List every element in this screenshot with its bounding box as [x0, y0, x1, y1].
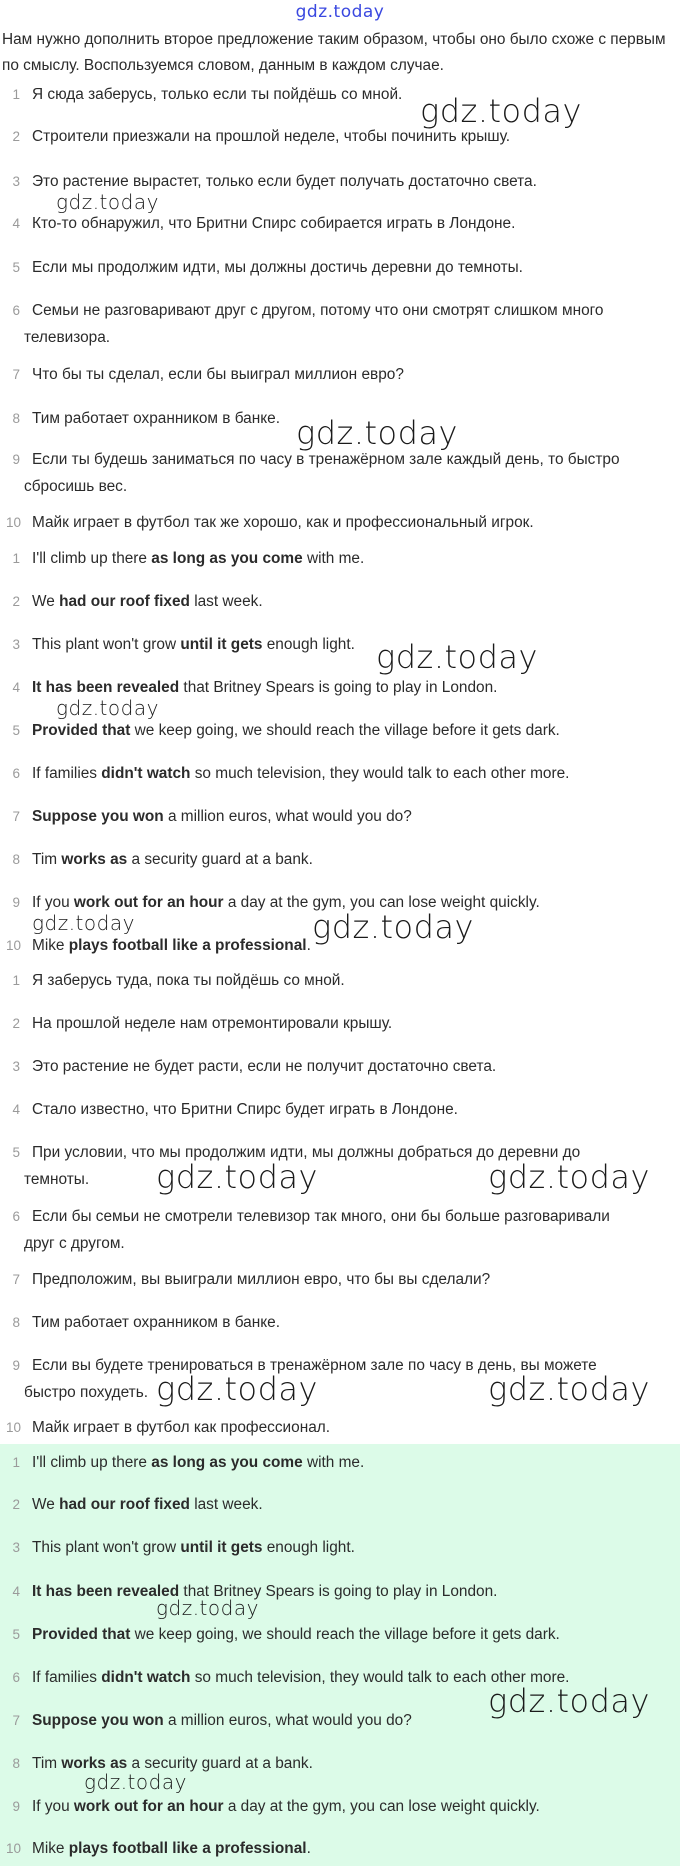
- item-number: 4: [12, 216, 20, 231]
- answer-suffix: .: [306, 1840, 311, 1857]
- answer-prefix: Mike: [32, 937, 69, 954]
- watermark: gdz.today: [488, 1682, 650, 1720]
- item-number: 9: [12, 895, 20, 910]
- answer-key-phrase: It has been revealed: [32, 1583, 180, 1600]
- item-text: На прошлой неделе нам отремонтировали крышу.: [32, 1015, 393, 1032]
- list-item: [0, 168, 672, 195]
- answer-prefix: Tim: [32, 1755, 62, 1772]
- item-number: 9: [12, 1358, 20, 1373]
- item-number: 7: [12, 367, 20, 382]
- list-item: [0, 1139, 672, 1193]
- answer-suffix: enough light.: [262, 636, 355, 653]
- item-text: Строители приезжали на прошлой неделе, чтобы починить крышу.: [32, 128, 511, 145]
- answer-suffix: so much television, they would talk to each other more.: [190, 1669, 570, 1686]
- list-item: [0, 1534, 672, 1561]
- list-item: [0, 1750, 672, 1777]
- list-item: [0, 1203, 672, 1257]
- answer-key-phrase: plays football like a professional: [68, 937, 307, 954]
- answer-suffix: we keep going, we should reach the village before it gets dark.: [130, 1626, 560, 1643]
- item-number: 1: [12, 973, 20, 988]
- answer-prefix: Tim: [32, 851, 62, 868]
- answer-key-phrase: as long as you come: [151, 550, 303, 567]
- answer-key-phrase: until it gets: [180, 1539, 263, 1556]
- list-item: [0, 1578, 672, 1605]
- list-item: [0, 889, 672, 916]
- item-text: Я сюда заберусь, только если ты пойдёшь со мной.: [32, 86, 403, 103]
- watermark: gdz.today: [56, 696, 159, 720]
- list-item: [0, 1352, 672, 1406]
- answer-prefix: We: [32, 593, 60, 610]
- answer-suffix: so much television, they would talk to each other more.: [190, 765, 570, 782]
- item-number: 7: [12, 1272, 20, 1287]
- watermark: gdz.today: [296, 414, 458, 452]
- answer-prefix: If you: [32, 894, 74, 911]
- item-text: Я заберусь туда, пока ты пойдёшь со мной.: [32, 972, 345, 989]
- answer-prefix: This plant won't grow: [32, 636, 181, 653]
- answer-suffix: last week.: [189, 593, 263, 610]
- item-text-continued: сбросишь вес.: [24, 478, 128, 495]
- item-text-continued: друг с другом.: [24, 1235, 125, 1252]
- list-item: [0, 1449, 672, 1476]
- answer-prefix: If families: [32, 765, 102, 782]
- answer-suffix: a day at the gym, you can lose weight quickly.: [223, 894, 540, 911]
- list-item: [0, 210, 672, 237]
- answer-suffix: enough light.: [262, 1539, 355, 1556]
- item-text: Это растение не будет расти, если не получит достаточно света.: [32, 1058, 497, 1075]
- list-item: [0, 81, 672, 108]
- list-item: [0, 674, 672, 701]
- item-number: 6: [12, 1209, 20, 1224]
- watermark: gdz.today: [156, 1596, 259, 1620]
- answer-suffix: .: [306, 937, 311, 954]
- list-item: [0, 760, 672, 787]
- item-number: 9: [12, 452, 20, 467]
- item-number: 7: [12, 1713, 20, 1728]
- watermark: gdz.today: [56, 190, 159, 214]
- list-item: [0, 405, 672, 432]
- answer-suffix: that Britney Spears is going to play in London.: [179, 1583, 498, 1600]
- site-logo[interactable]: gdz.today: [295, 2, 385, 22]
- list-item: [0, 588, 672, 615]
- item-number: 1: [12, 551, 20, 566]
- item-text-continued: темноты.: [24, 1171, 90, 1188]
- item-number: 8: [12, 411, 20, 426]
- item-text: Если мы продолжим идти, мы должны достичь деревни до темноты.: [32, 259, 523, 276]
- item-number: 1: [12, 1455, 20, 1470]
- list-item: [0, 509, 672, 536]
- answer-key-phrase: had our roof fixed: [59, 1496, 190, 1513]
- list-item: [0, 254, 672, 281]
- watermark: gdz.today: [156, 1158, 318, 1196]
- item-number: 2: [12, 1016, 20, 1031]
- item-text: Тим работает охранником в банке.: [32, 410, 280, 427]
- item-number: 5: [12, 723, 20, 738]
- answer-key-phrase: as long as you come: [151, 1454, 303, 1471]
- watermark: gdz.today: [84, 1770, 187, 1794]
- answer-suffix: with me.: [302, 1454, 365, 1471]
- answer-key-phrase: Provided that: [32, 722, 131, 739]
- item-text: Если вы будете тренироваться в тренажёрном зале по часу в день, вы можете: [32, 1357, 597, 1374]
- answer-key-phrase: It has been revealed: [32, 679, 180, 696]
- answer-prefix: If families: [32, 1669, 102, 1686]
- list-item: [0, 1621, 672, 1648]
- answer-suffix: a million euros, what would you do?: [163, 808, 412, 825]
- item-number: 10: [6, 1841, 22, 1856]
- list-item: [0, 1664, 672, 1691]
- item-text: Это растение вырастет, только если будет получать достаточно света.: [32, 173, 537, 190]
- watermark: gdz.today: [156, 1370, 318, 1408]
- item-number: 4: [12, 680, 20, 695]
- list-item: [0, 123, 672, 150]
- list-item: [0, 297, 672, 351]
- answer-suffix: last week.: [189, 1496, 263, 1513]
- item-text: Предположим, вы выиграли миллион евро, что бы вы сделали?: [32, 1271, 491, 1288]
- item-text: Кто-то обнаружил, что Бритни Спирс собирается играть в Лондоне.: [32, 215, 516, 232]
- item-number: 6: [12, 766, 20, 781]
- item-number: 10: [6, 515, 22, 530]
- watermark: gdz.today: [32, 911, 135, 935]
- item-text-continued: быстро похудеть.: [24, 1384, 148, 1401]
- answer-suffix: a day at the gym, you can lose weight quickly.: [223, 1798, 540, 1815]
- watermark: gdz.today: [420, 92, 582, 130]
- answer-prefix: Mike: [32, 1840, 69, 1857]
- list-item: [0, 967, 672, 994]
- answer-prefix: We: [32, 1496, 60, 1513]
- item-number: 8: [12, 852, 20, 867]
- answer-prefix: If you: [32, 1798, 74, 1815]
- item-number: 1: [12, 87, 20, 102]
- item-number: 2: [12, 129, 20, 144]
- item-number: 3: [12, 174, 20, 189]
- item-text: Майк играет в футбол так же хорошо, как и профессиональный игрок.: [32, 514, 534, 531]
- list-item: [0, 932, 672, 959]
- list-item: [0, 846, 672, 873]
- item-number: 7: [12, 809, 20, 824]
- list-item: [0, 361, 672, 388]
- item-number: 8: [12, 1315, 20, 1330]
- list-item: [0, 631, 672, 658]
- item-text: Майк играет в футбол как профессионал.: [32, 1419, 331, 1436]
- item-text: Семьи не разговаривают друг с другом, потому что они смотрят слишком много: [32, 302, 604, 319]
- item-number: 8: [12, 1756, 20, 1771]
- answer-key-phrase: had our roof fixed: [59, 593, 190, 610]
- answer-prefix: I'll climb up there: [32, 550, 152, 567]
- answer-key-phrase: plays football like a professional: [68, 1840, 307, 1857]
- watermark: gdz.today: [488, 1370, 650, 1408]
- list-item: [0, 446, 672, 500]
- item-number: 2: [12, 1497, 20, 1512]
- answer-key-phrase: didn't watch: [101, 1669, 191, 1686]
- answer-prefix: I'll climb up there: [32, 1454, 152, 1471]
- answer-key-phrase: work out for an hour: [73, 1798, 224, 1815]
- item-number: 4: [12, 1102, 20, 1117]
- answer-key-phrase: works as: [61, 1755, 128, 1772]
- intro-text: Нам нужно дополнить второе предложение таким образом, чтобы оно было схоже с первым по смыслу. Воспользуемся словом, данным в каждом случае.: [2, 31, 666, 74]
- item-text: Если ты будешь заниматься по часу в тренажёрном зале каждый день, то быстро: [32, 451, 620, 468]
- answer-suffix: a million euros, what would you do?: [163, 1712, 412, 1729]
- list-item: [0, 1266, 672, 1293]
- item-number: 9: [12, 1799, 20, 1814]
- watermark: gdz.today: [376, 638, 538, 676]
- answer-suffix: we keep going, we should reach the village before it gets dark.: [130, 722, 560, 739]
- answer-key-phrase: Suppose you won: [32, 808, 164, 825]
- list-item: [0, 1010, 672, 1037]
- list-item: [0, 1491, 672, 1518]
- answer-suffix: a security guard at a bank.: [127, 851, 313, 868]
- item-number: 6: [12, 303, 20, 318]
- list-item: [0, 1096, 672, 1123]
- list-item: [0, 1053, 672, 1080]
- watermark: gdz.today: [488, 1158, 650, 1196]
- list-item: [0, 1414, 672, 1441]
- list-item: [0, 803, 672, 830]
- list-item: [0, 717, 672, 744]
- item-number: 10: [6, 938, 22, 953]
- item-text: Тим работает охранником в банке.: [32, 1314, 280, 1331]
- item-number: 5: [12, 1145, 20, 1160]
- item-number: 6: [12, 1670, 20, 1685]
- answer-key-phrase: Provided that: [32, 1626, 131, 1643]
- item-number: 5: [12, 260, 20, 275]
- list-item: [0, 545, 672, 572]
- answer-key-phrase: works as: [61, 851, 128, 868]
- answer-key-phrase: until it gets: [180, 636, 263, 653]
- watermark: gdz.today: [312, 908, 474, 946]
- answer-suffix: a security guard at a bank.: [127, 1755, 313, 1772]
- item-number: 3: [12, 1059, 20, 1074]
- item-number: 3: [12, 1540, 20, 1555]
- item-text: Что бы ты сделал, если бы выиграл миллион евро?: [32, 366, 404, 383]
- item-number: 4: [12, 1584, 20, 1599]
- item-text: Если бы семьи не смотрели телевизор так много, они бы больше разговаривали: [32, 1208, 610, 1225]
- item-number: 2: [12, 594, 20, 609]
- answer-key-phrase: didn't watch: [101, 765, 191, 782]
- answer-key-phrase: Suppose you won: [32, 1712, 164, 1729]
- list-item: [0, 1707, 672, 1734]
- list-item: [0, 1309, 672, 1336]
- answer-suffix: with me.: [302, 550, 365, 567]
- item-text: При условии, что мы продолжим идти, мы должны добраться до деревни до: [32, 1144, 581, 1161]
- item-number: 10: [6, 1420, 22, 1435]
- answer-key-phrase: work out for an hour: [73, 894, 224, 911]
- answer-suffix: that Britney Spears is going to play in London.: [179, 679, 498, 696]
- list-item: [0, 1835, 672, 1862]
- item-number: 3: [12, 637, 20, 652]
- answer-prefix: This plant won't grow: [32, 1539, 181, 1556]
- item-text-continued: телевизора.: [24, 329, 111, 346]
- list-item: [0, 1793, 672, 1820]
- item-text: Стало известно, что Бритни Спирс будет играть в Лондоне.: [32, 1101, 458, 1118]
- item-number: 5: [12, 1627, 20, 1642]
